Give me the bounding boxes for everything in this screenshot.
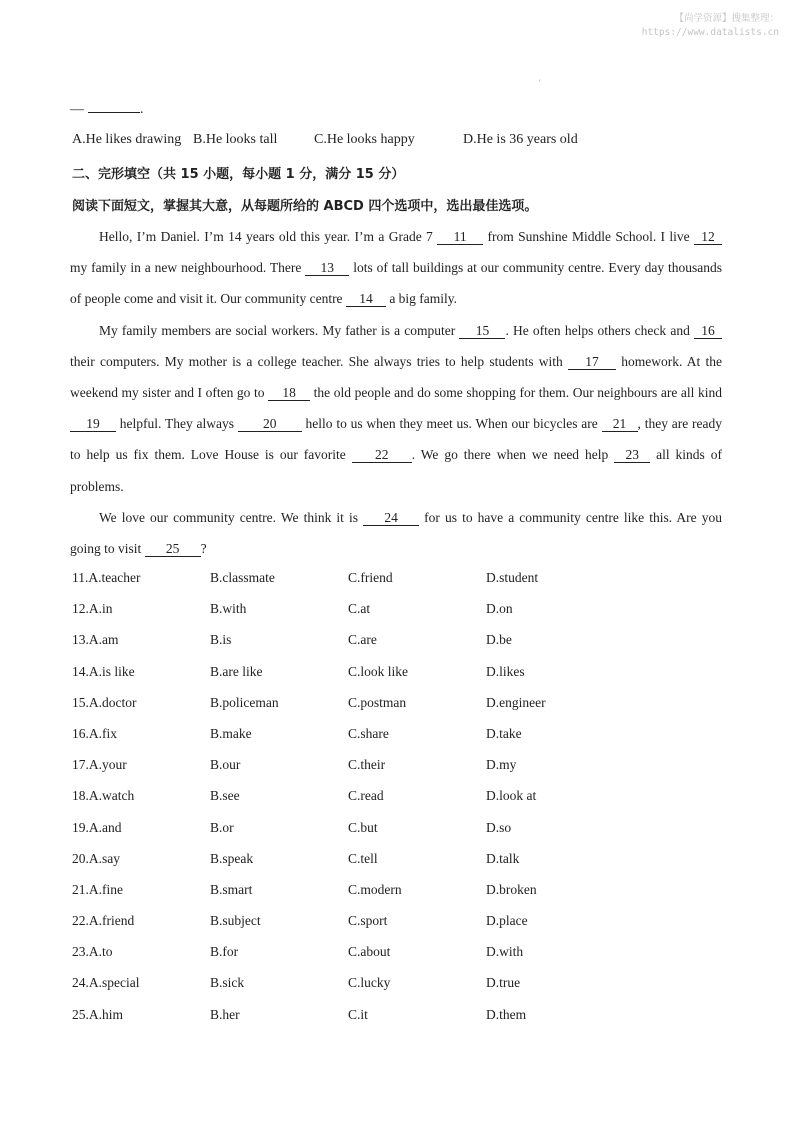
option-c: C.postman — [348, 694, 407, 710]
passage-text: all kinds of problems. — [70, 447, 722, 494]
option-row — [72, 911, 712, 942]
previous-question-options — [72, 132, 772, 152]
option-row — [72, 1005, 712, 1036]
passage-text: . He often helps others check and — [505, 322, 694, 338]
option-a: 22.A.friend — [72, 913, 135, 929]
answer-blank — [88, 100, 140, 113]
option-row — [72, 568, 712, 599]
passage-text: their computers. My mother is a college teacher. She always tries to help students with — [70, 353, 568, 369]
option-row — [72, 942, 712, 973]
option-b: B.see — [210, 788, 240, 804]
option-row — [72, 693, 712, 724]
passage-text: the old people and do some shopping for them. Our neighbours are all kind — [310, 385, 722, 401]
paragraph-1 — [70, 221, 722, 315]
blank-11: 11 — [437, 229, 483, 245]
passage-text: from Sunshine Middle School. I live — [483, 229, 695, 244]
option-a: 12.A.in — [72, 601, 113, 617]
page-mark: ' — [539, 78, 541, 87]
paragraph-3 — [70, 502, 722, 564]
option-c: C.share — [348, 725, 389, 741]
option-b: B.for — [210, 944, 239, 960]
option-d: D.my — [486, 757, 517, 773]
paragraph-2 — [70, 315, 722, 502]
blank-18: 18 — [268, 385, 310, 401]
watermark — [642, 12, 779, 40]
passage-text: , they are ready to help us fix them. Love House is our favorite — [70, 416, 722, 463]
option-d: D.student — [486, 570, 539, 585]
option-b: B.subject — [210, 913, 261, 929]
option-d: D.be — [486, 632, 512, 648]
passage-text: We love our community centre. We think it is — [99, 509, 364, 525]
option-b: B.He looks tall — [193, 132, 278, 147]
blank-25: 25 — [145, 541, 201, 557]
option-b: B.her — [210, 1006, 240, 1022]
blank-20: 20 — [238, 416, 302, 432]
passage-text: Hello, I’m Daniel. I’m 14 years old this year. I’m a Grade 7 — [99, 229, 438, 244]
option-d: D.on — [486, 601, 513, 617]
option-c: C.sport — [348, 913, 388, 929]
option-c: C.look like — [348, 663, 408, 679]
answer-options — [72, 568, 712, 1036]
option-d: D.place — [486, 913, 528, 929]
option-d: D.look at — [486, 788, 537, 804]
option-row — [72, 599, 712, 630]
option-d: D.broken — [486, 881, 537, 897]
blank-22: 22 — [352, 447, 412, 463]
watermark-url: https://www.datalists.cn — [641, 27, 779, 38]
option-c: C.are — [348, 632, 377, 648]
option-a: 23.A.to — [72, 944, 113, 960]
option-a: 25.A.him — [72, 1006, 124, 1022]
blank-12: 12 — [694, 229, 722, 245]
option-b: B.is — [210, 632, 232, 648]
option-a: 16.A.fix — [72, 725, 117, 741]
option-row — [72, 849, 712, 880]
option-d: D.so — [486, 819, 512, 835]
blank-13: 13 — [305, 260, 349, 276]
blank-19: 19 — [70, 416, 116, 432]
option-a: 11.A.teacher — [72, 570, 141, 585]
blank-21: 21 — [602, 416, 638, 432]
option-b: B.with — [210, 601, 247, 617]
option-row — [72, 973, 712, 1004]
option-d: D.likes — [486, 663, 525, 679]
passage-text: hello to us when they meet us. When our bicycles are — [301, 416, 602, 432]
option-b: B.our — [210, 757, 241, 773]
option-row — [72, 755, 712, 786]
option-d: D.with — [486, 944, 524, 960]
option-a: 18.A.watch — [72, 788, 135, 804]
option-b: B.are like — [210, 663, 263, 679]
blank-17: 17 — [568, 354, 616, 370]
option-a: 15.A.doctor — [72, 694, 137, 710]
section-title: 二、完形填空（共 15 小题，每小题 1 分，满分 15 分） — [72, 167, 405, 182]
option-row — [72, 724, 712, 755]
previous-question-stem: — . — [70, 102, 144, 117]
option-a: 21.A.fine — [72, 881, 123, 897]
option-b: B.or — [210, 819, 234, 835]
option-c: C.at — [348, 601, 371, 617]
blank-14: 14 — [346, 291, 386, 307]
option-c: C.it — [348, 1006, 368, 1022]
passage-text: lots of tall buildings at our community centre. Every day thousands of people come and visit it. Our community centre — [70, 260, 722, 307]
option-c: C.modern — [348, 881, 402, 897]
passage-text: for us to have a community centre like this. Are you going to visit — [70, 509, 722, 557]
passage-text: ? — [200, 541, 207, 557]
option-b: B.classmate — [210, 570, 275, 585]
option-c: C.lucky — [348, 975, 391, 991]
option-b: B.sick — [210, 975, 245, 991]
option-d: D.true — [486, 975, 521, 991]
option-a: 17.A.your — [72, 757, 127, 773]
option-c: C.tell — [348, 850, 378, 866]
cloze-passage — [70, 221, 722, 564]
passage-text: . We go there when we need help — [411, 447, 615, 463]
option-b: B.policeman — [210, 694, 279, 710]
option-d: D.engineer — [486, 694, 546, 710]
option-a: 14.A.is like — [72, 663, 135, 679]
option-c: C.about — [348, 944, 391, 960]
passage-text: my family in a new neighbourhood. There — [70, 260, 306, 276]
option-c: C.their — [348, 757, 386, 773]
option-b: B.make — [210, 725, 252, 741]
option-d: D.talk — [486, 850, 520, 866]
option-row — [72, 662, 712, 693]
option-d: D.take — [486, 725, 522, 741]
option-d: D.He is 36 years old — [463, 132, 578, 147]
option-b: B.speak — [210, 850, 254, 866]
option-c: C.but — [348, 819, 378, 835]
option-a: 13.A.am — [72, 632, 119, 648]
passage-text: a big family. — [385, 291, 458, 307]
blank-24: 24 — [363, 510, 419, 526]
option-row — [72, 818, 712, 849]
option-row — [72, 786, 712, 817]
blank-15: 15 — [459, 323, 505, 339]
passage-text: helpful. They always — [116, 416, 238, 432]
option-c: C.read — [348, 788, 384, 804]
option-a: 20.A.say — [72, 850, 120, 866]
question-dash: — — [70, 102, 84, 117]
blank-16: 16 — [694, 323, 722, 339]
passage-text: My family members are social workers. My father is a computer — [99, 322, 460, 338]
option-row — [72, 630, 712, 661]
section-instruction: 阅读下面短文，掌握其大意，从每题所给的 ABCD 四个选项中，选出最佳选项。 — [72, 199, 538, 214]
option-row — [72, 880, 712, 911]
option-d: D.them — [486, 1006, 527, 1022]
option-c: C.He looks happy — [314, 132, 415, 147]
option-b: B.smart — [210, 881, 253, 897]
passage-text: homework. At the weekend my sister and I often go to — [70, 353, 722, 401]
option-a: 19.A.and — [72, 819, 122, 835]
option-c: C.friend — [348, 570, 393, 585]
watermark-title: 【尚学资源】搜集整理： — [674, 13, 779, 24]
blank-23: 23 — [614, 447, 650, 463]
option-a: A.He likes drawing — [72, 132, 182, 147]
option-a: 24.A.special — [72, 975, 140, 991]
